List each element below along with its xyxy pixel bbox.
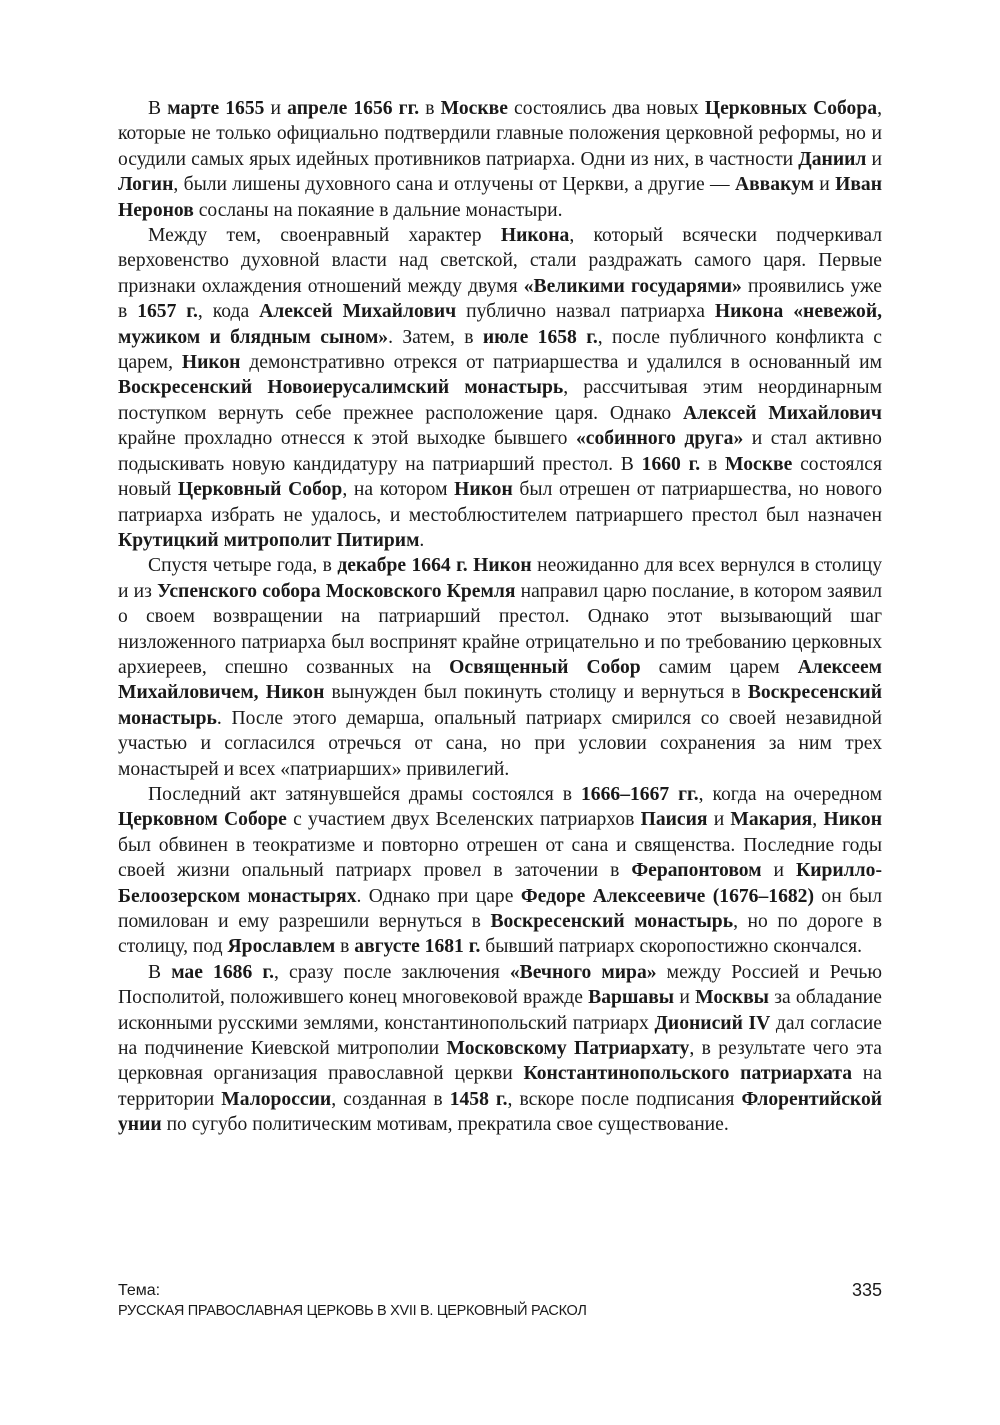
text-run: . bbox=[419, 529, 425, 551]
bold-term: Воскресенский монастырь bbox=[490, 911, 734, 932]
text-run: направил царю послание, в котором заявил о своем возвращении на патриарший престол. Однако этот вызывающий шаг низложенного патриарха был воспринят крайне отрицательно и по требованию церковных архиереев, спешно созванных на bbox=[118, 580, 883, 678]
text-run: в bbox=[419, 98, 441, 119]
text-run: , на котором bbox=[342, 479, 455, 501]
text-run: , кода bbox=[197, 301, 260, 323]
footer-topic-label: Тема: bbox=[118, 1282, 161, 1299]
text-run: с участием двух Вселенских патриархов bbox=[286, 809, 641, 831]
bold-term: Никон bbox=[473, 555, 532, 577]
bold-term: «собинного друга» bbox=[575, 428, 744, 450]
bold-term: марте 1655 bbox=[167, 98, 265, 119]
text-run: и bbox=[813, 174, 836, 196]
text-run: публично назвал патриарха bbox=[456, 301, 715, 323]
bold-term: Флорентийской унии bbox=[118, 1088, 883, 1136]
text-run: и bbox=[674, 987, 696, 1009]
bold-term: Ярославлем bbox=[227, 936, 336, 958]
text-run: , вскоре после подписания bbox=[507, 1088, 742, 1110]
bold-term: Церковный Собор bbox=[177, 479, 343, 501]
bold-term: Никон bbox=[454, 479, 513, 501]
body-text bbox=[118, 96, 882, 1138]
text-run: по сугубо политическим мотивам, прекратила свое существование. bbox=[161, 1114, 729, 1136]
text-run: сосланы на покаяние в дальние монастыри. bbox=[193, 199, 563, 221]
bold-term: 1666–1667 гг. bbox=[581, 783, 699, 805]
text-run: дал согласие на подчинение Киевской митрополии bbox=[118, 1012, 882, 1060]
text-run: , рассчитывая этим неординарным поступком вернуть себе прежнее расположение царя. Однако bbox=[118, 377, 883, 424]
footer-topic-title: РУССКАЯ ПРАВОСЛАВНАЯ ЦЕРКОВЬ В XVII В. ЦЕРКОВНЫЙ РАСКОЛ bbox=[118, 1303, 587, 1319]
text-run: В bbox=[148, 98, 168, 119]
bold-term: апреле 1656 гг. bbox=[287, 98, 420, 119]
bold-term: июле 1658 г. bbox=[482, 326, 598, 348]
bold-term: Никона «невежой, мужиком и блядным сыном» bbox=[118, 301, 883, 348]
text-run: , которые не только официально подтвердили главные положения церковной реформы, но и осудили самых ярых идейных противников патриарха. Одни из них, в частности bbox=[118, 98, 882, 170]
bold-term: Аввакум bbox=[734, 174, 814, 196]
bold-term: 1660 г. bbox=[641, 453, 701, 475]
bold-term: Церковном Соборе bbox=[118, 809, 287, 831]
text-run: , bbox=[812, 809, 824, 831]
bold-term: Константинопольского патриархата bbox=[523, 1063, 852, 1085]
bold-term: Кирилло-Белоозерском монастырях bbox=[118, 860, 882, 907]
text-run: . Однако при царе bbox=[356, 885, 521, 907]
text-run: на территории bbox=[118, 1063, 882, 1110]
text-run: , но по дороге в столицу, под bbox=[118, 911, 882, 958]
text-run: проявились уже в bbox=[118, 275, 882, 323]
text-run: , который всячески подчеркивал верховенство духовной власти над светской, стали раздражать самого царя. Первые признаки охлаждения отношений между двумя bbox=[118, 225, 882, 297]
bold-term: Никон bbox=[181, 352, 241, 374]
text-run: был отрешен от патриаршества, но нового патриарха избрать не удалось, и местоблюстителем патриаршего престол был назначен bbox=[118, 479, 882, 526]
text-run: бывший патриарх скоропостижно скончался. bbox=[480, 936, 862, 958]
bold-term: Макария bbox=[730, 809, 813, 831]
bold-term: Успенского собора Московского Кремля bbox=[157, 580, 516, 602]
text-run: между Россией и Речью Посполитой, положившего конец многовековой вражде bbox=[118, 961, 883, 1009]
bold-term: Ферапонтовом bbox=[631, 860, 762, 882]
bold-term: «Великими государями» bbox=[523, 275, 742, 297]
bold-term: Воскресенский Новоиерусалимский монастырь bbox=[118, 377, 564, 399]
text-run: и bbox=[866, 148, 882, 170]
text-run: он был помилован и ему разрешили вернуться в bbox=[118, 885, 882, 932]
bold-term: Даниил bbox=[798, 148, 867, 170]
bold-term: Алексей Михайлович bbox=[683, 402, 882, 424]
text-run: и bbox=[264, 98, 288, 119]
paragraph bbox=[118, 223, 882, 553]
bold-term: Освященный Собор bbox=[449, 656, 641, 678]
text-run: в bbox=[700, 453, 726, 475]
text-run: и bbox=[761, 860, 796, 882]
text-run: вынужден был покинуть столицу и вернуться в bbox=[324, 682, 748, 704]
bold-term: Алексей Михайлович bbox=[259, 301, 457, 323]
text-run: , были лишены духовного сана и отлучены от Церкви, а другие — bbox=[173, 174, 735, 196]
bold-term: Москвы bbox=[695, 987, 769, 1009]
bold-term: «Вечного мира» bbox=[509, 961, 657, 983]
bold-term: Паисия bbox=[640, 809, 708, 831]
text-run: , когда на очередном bbox=[698, 783, 882, 805]
text-run: Последний акт затянувшейся драмы состоялся в bbox=[148, 783, 581, 805]
text-run: в bbox=[335, 936, 355, 958]
text-run: был обвинен в теократизме и повторно отрешен от сана и священства. Последние годы своей жизни опальный патриарх провел в заточении в bbox=[118, 834, 882, 882]
text-run: демонстративно отрекся от патриаршества и удалился в основанный им bbox=[240, 352, 883, 374]
bold-term: Воскресенский монастырь bbox=[118, 682, 882, 729]
text-run: , созданная в bbox=[331, 1088, 450, 1110]
bold-term: августе 1681 г. bbox=[354, 936, 481, 958]
text-run: Спустя четыре года, в bbox=[148, 555, 338, 577]
bold-term: Крутицкий митрополит Питирим bbox=[118, 529, 420, 551]
page-number: 335 bbox=[851, 1280, 882, 1300]
paragraph bbox=[118, 782, 882, 960]
bold-term: Логин bbox=[118, 174, 174, 196]
text-run: самим царем bbox=[640, 656, 798, 678]
text-run: и стал активно подыскивать новую кандидатуру на патриарший престол. В bbox=[118, 428, 882, 475]
text-run: неожиданно для всех вернулся в столицу и из bbox=[118, 555, 882, 602]
bold-term: Иван Неронов bbox=[118, 174, 882, 221]
bold-term: Алексеем Михайловичем, Никон bbox=[118, 656, 883, 704]
text-run: , после публичного конфликта с царем, bbox=[118, 326, 882, 374]
text-run: , в результате чего эта церковная организация православной церкви bbox=[118, 1038, 882, 1085]
text-run: состоялся новый bbox=[118, 453, 882, 501]
paragraph bbox=[118, 96, 882, 223]
bold-term: Московскому Патриархату bbox=[446, 1038, 690, 1060]
text-run: крайне прохладно отнесся к этой выходке бывшего bbox=[118, 428, 576, 450]
bold-term: Федоре Алексеевиче (1676–1682) bbox=[520, 885, 814, 907]
paragraph bbox=[118, 960, 882, 1138]
bold-term: Дионисий IV bbox=[654, 1012, 771, 1034]
text-run: состоялись два новых bbox=[507, 98, 705, 119]
bold-term: Никон bbox=[823, 809, 882, 831]
bold-term: Москве bbox=[440, 98, 508, 119]
paragraph bbox=[118, 553, 882, 782]
bold-term: Москве bbox=[725, 453, 793, 475]
text-run: и bbox=[707, 809, 731, 831]
bold-term: Церковных Собора bbox=[704, 98, 878, 119]
bold-term: Малороссии bbox=[221, 1088, 332, 1110]
text-run: за обладание исконными русскими землями, константинопольский патриарх bbox=[118, 987, 882, 1034]
text-run: . Затем, в bbox=[388, 326, 483, 348]
text-run: В bbox=[148, 961, 172, 983]
bold-term: 1657 г. bbox=[137, 301, 198, 323]
bold-term: мае 1686 г. bbox=[171, 961, 274, 983]
text-run: Между тем, своенравный характер bbox=[148, 225, 501, 247]
text-run: , сразу после заключения bbox=[273, 961, 510, 983]
bold-term: Никона bbox=[500, 225, 570, 247]
bold-term: декабре 1664 г. bbox=[337, 555, 468, 577]
bold-term: 1458 г. bbox=[449, 1088, 508, 1110]
text-run: . После этого демарша, опальный патриарх смирился со своей незавидной участью и согласился отречься от сана, но при условии сохранения за ним трех монастырей и всех «патриарших» привилегий. bbox=[118, 707, 882, 780]
bold-term: Варшавы bbox=[588, 987, 675, 1009]
